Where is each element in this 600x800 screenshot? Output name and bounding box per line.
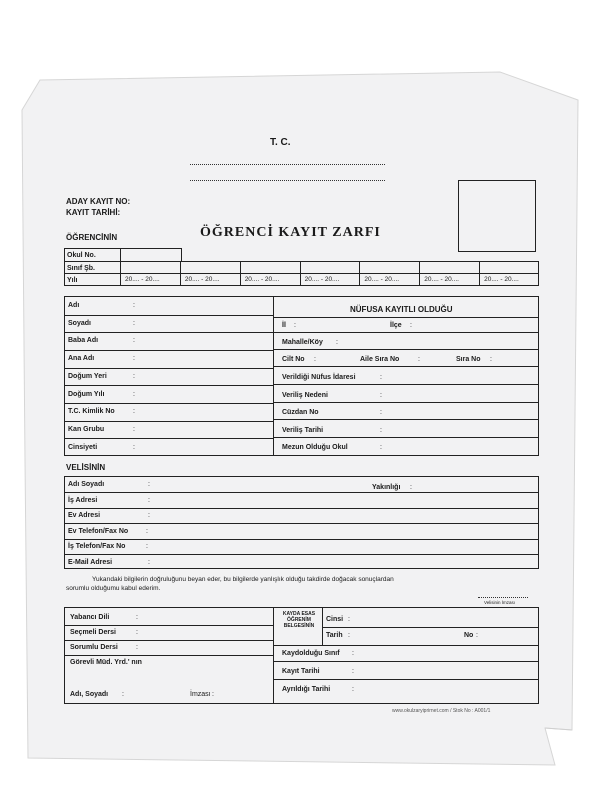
velisinin-heading: VELİSİNİN bbox=[66, 463, 106, 472]
cilt-colon: : bbox=[314, 356, 316, 363]
student-field-input[interactable] bbox=[138, 418, 268, 419]
nufus-field-label: Cüzdan No bbox=[282, 409, 319, 416]
tarih-colon: : bbox=[348, 632, 350, 639]
aile-colon: : bbox=[418, 356, 420, 363]
student-field-input[interactable] bbox=[138, 347, 268, 348]
field-colon: : bbox=[146, 527, 148, 535]
guardian-field-label: Adı Soyadı bbox=[68, 481, 105, 488]
yili-label: Yılı bbox=[67, 277, 78, 284]
student-field-input[interactable] bbox=[138, 312, 268, 313]
adi-soyadi-label: Adı, Soyadı bbox=[70, 691, 109, 698]
row-line bbox=[64, 403, 273, 404]
nufus-field-label: Mezun Olduğu Okul bbox=[282, 444, 348, 451]
row-line bbox=[64, 438, 273, 439]
field-colon: : bbox=[133, 390, 135, 398]
tarih-label: Tarih bbox=[326, 632, 343, 639]
sinif-sube-label: Sınıf Şb. bbox=[67, 265, 95, 272]
nufus-field-label: Verildiği Nüfus İdaresi bbox=[282, 374, 356, 381]
row-line bbox=[64, 350, 273, 351]
row-line bbox=[64, 368, 273, 369]
field-colon: : bbox=[380, 391, 382, 399]
school-table-mid-line bbox=[64, 273, 539, 274]
field-colon: : bbox=[380, 444, 382, 451]
declaration-line-1: Yukarıdaki bilgilerin doğruluğunu beyan eder, bu bilgilerde yanlışlık olduğu takdirde doğacak sonuçlardan bbox=[92, 576, 394, 583]
kayit-tarihi-label: KAYIT TARİHİ: bbox=[66, 208, 121, 217]
yakinligi-colon: : bbox=[410, 484, 412, 491]
student-field-input[interactable] bbox=[138, 454, 268, 455]
year-cell[interactable]: 20.... - 20.... bbox=[484, 276, 519, 283]
cilt-no-label: Cilt No bbox=[282, 356, 305, 363]
student-field-input[interactable] bbox=[138, 401, 268, 402]
field-colon: : bbox=[148, 512, 150, 519]
nufus-field-label: Veriliş Nedeni bbox=[282, 391, 328, 399]
row-line bbox=[273, 437, 539, 438]
row-line bbox=[64, 508, 539, 509]
cinsi-line bbox=[322, 627, 539, 628]
velisinin-imzasi-label: Velisinin İmzası bbox=[484, 600, 516, 605]
cilt-line bbox=[273, 366, 539, 367]
field-colon: : bbox=[148, 496, 150, 504]
field-colon: : bbox=[380, 374, 382, 381]
ilce-colon: : bbox=[410, 322, 412, 329]
year-cell[interactable]: 20.... - 20.... bbox=[125, 276, 160, 283]
tc-heading: T. C. bbox=[270, 137, 291, 148]
student-field-label: Adı bbox=[68, 302, 80, 309]
nufus-title-line bbox=[273, 317, 539, 318]
field-colon: : bbox=[136, 614, 138, 621]
photo-box[interactable] bbox=[458, 180, 536, 252]
field-colon: : bbox=[352, 668, 354, 675]
row-line bbox=[64, 315, 273, 316]
year-cell[interactable]: 20.... - 20.... bbox=[244, 276, 280, 283]
il-label: İl bbox=[282, 322, 286, 329]
student-field-input[interactable] bbox=[138, 383, 268, 384]
field-colon: : bbox=[136, 644, 138, 651]
field-colon: : bbox=[133, 372, 135, 380]
student-field-input[interactable] bbox=[138, 330, 268, 331]
row-line bbox=[64, 332, 273, 333]
form-title: ÖĞRENCİ KAYIT ZARFI bbox=[200, 225, 381, 240]
field-colon: : bbox=[133, 302, 135, 309]
yakinligi-label: Yakınlığı bbox=[372, 484, 401, 491]
student-field-input[interactable] bbox=[138, 436, 268, 437]
il-colon: : bbox=[294, 322, 296, 329]
student-field-label: Ana Adı bbox=[68, 355, 95, 363]
sira-no-label: Sıra No bbox=[456, 356, 481, 363]
field-colon: : bbox=[352, 650, 354, 657]
year-cell-divider bbox=[120, 261, 121, 286]
imzasi-label: İmzası bbox=[190, 691, 211, 698]
year-cell[interactable]: 20.... - 20.... bbox=[304, 276, 340, 283]
header-line-1 bbox=[190, 164, 385, 165]
no-colon: : bbox=[476, 632, 478, 639]
year-cell-divider bbox=[180, 261, 181, 286]
year-cell-divider bbox=[300, 261, 301, 286]
year-cell-divider bbox=[479, 261, 480, 286]
bottom-right-field-label: Kaydolduğu Sınıf bbox=[282, 650, 340, 657]
row-line bbox=[273, 402, 539, 403]
row-line bbox=[273, 679, 539, 680]
imzasi-colon: : bbox=[212, 691, 214, 698]
field-colon: : bbox=[380, 409, 382, 416]
guardian-field-label: İş Telefon/Fax No bbox=[68, 543, 126, 550]
aile-sira-no-label: Aile Sıra No bbox=[360, 356, 400, 363]
row-line bbox=[64, 421, 273, 422]
guardian-field-label: E-Mail Adresi bbox=[68, 558, 113, 566]
student-field-input[interactable] bbox=[138, 365, 268, 366]
field-colon: : bbox=[133, 337, 135, 345]
year-cell[interactable]: 20.... - 20.... bbox=[424, 276, 459, 283]
cinsi-colon: : bbox=[348, 616, 350, 623]
year-cell-divider bbox=[419, 261, 420, 286]
year-cell[interactable]: 20.... - 20.... bbox=[184, 276, 220, 283]
student-field-label: Soyadı bbox=[68, 319, 91, 327]
cinsi-label: Cinsi bbox=[326, 616, 344, 623]
aday-kayit-no-label: ADAY KAYIT NO: bbox=[66, 197, 131, 206]
adi-soyadi-colon: : bbox=[122, 691, 124, 698]
field-colon: : bbox=[148, 481, 150, 488]
nufus-field-label: Veriliş Tarihi bbox=[282, 426, 324, 434]
year-cell[interactable]: 20.... - 20.... bbox=[364, 276, 400, 283]
field-colon: : bbox=[133, 319, 135, 327]
tarih-line bbox=[273, 645, 539, 646]
bottom-field-label: Görevli Müd. Yrd.' nın bbox=[70, 659, 142, 666]
bottom-right-field-label: Ayrıldığı Tarihi bbox=[282, 686, 331, 693]
field-colon: : bbox=[133, 408, 135, 416]
mahalle-line bbox=[273, 349, 539, 350]
row-line bbox=[273, 661, 539, 662]
guardian-field-label: İş Adresi bbox=[68, 496, 98, 504]
bottom-right-field-label: Kayıt Tarihi bbox=[282, 668, 320, 675]
row-line bbox=[64, 492, 539, 493]
signature-line bbox=[478, 597, 528, 598]
bottom-field-label: Sorumlu Dersi bbox=[70, 644, 118, 651]
row-line bbox=[64, 385, 273, 386]
declaration-line-2: sorumlu olduğumu kabul ederim. bbox=[66, 585, 161, 592]
kayda-esas-divider bbox=[322, 607, 323, 645]
field-colon: : bbox=[133, 425, 135, 433]
student-field-label: Baba Adı bbox=[68, 337, 99, 345]
row-line bbox=[273, 384, 539, 385]
sira-colon: : bbox=[490, 356, 492, 363]
row-line bbox=[64, 554, 539, 555]
field-colon: : bbox=[146, 543, 148, 550]
row-line bbox=[64, 625, 273, 626]
okul-no-label: Okul No. bbox=[67, 252, 96, 259]
field-colon: : bbox=[136, 629, 138, 636]
nufus-title: NÜFUSA KAYITLI OLDUĞU bbox=[350, 305, 453, 314]
student-field-label: Cinsiyeti bbox=[68, 443, 98, 451]
bottom-field-label: Seçmeli Dersi bbox=[70, 629, 116, 636]
header-line-2 bbox=[190, 180, 385, 181]
student-field-label: T.C. Kimlik No bbox=[68, 408, 115, 416]
row-line bbox=[64, 655, 273, 656]
bottom-field-label: Yabancı Dili bbox=[70, 614, 110, 621]
mahalle-label: Mahalle/Köy bbox=[282, 339, 323, 346]
footer-stock-text: www.okulzaryiprirnet.com / Stok No : A001/1 bbox=[392, 708, 491, 714]
il-line bbox=[273, 332, 539, 333]
field-colon: : bbox=[380, 426, 382, 434]
ogrencinin-heading: ÖĞRENCİNİN bbox=[66, 233, 118, 242]
guardian-field-label: Ev Telefon/Fax No bbox=[68, 527, 129, 535]
row-line bbox=[64, 640, 273, 641]
row-line bbox=[64, 539, 539, 540]
bottom-divider bbox=[273, 607, 274, 704]
student-field-label: Kan Grubu bbox=[68, 425, 105, 433]
row-line bbox=[273, 419, 539, 420]
student-field-label: Doğum Yeri bbox=[68, 372, 107, 380]
ilce-label: İlçe bbox=[390, 322, 402, 329]
year-cell-divider bbox=[359, 261, 360, 286]
year-cell-divider bbox=[240, 261, 241, 286]
kayda-esas-label: KAYDA ESAS ÖĞRENİM BELGESİNİN bbox=[282, 611, 316, 629]
field-colon: : bbox=[133, 355, 135, 363]
row-line bbox=[64, 523, 539, 524]
student-divider bbox=[273, 296, 274, 456]
mahalle-colon: : bbox=[336, 339, 338, 346]
field-colon: : bbox=[133, 443, 135, 451]
no-label: No bbox=[464, 632, 474, 639]
student-field-label: Doğum Yılı bbox=[68, 390, 105, 398]
field-colon: : bbox=[148, 558, 150, 566]
field-colon: : bbox=[352, 686, 354, 693]
guardian-field-label: Ev Adresi bbox=[68, 512, 101, 519]
